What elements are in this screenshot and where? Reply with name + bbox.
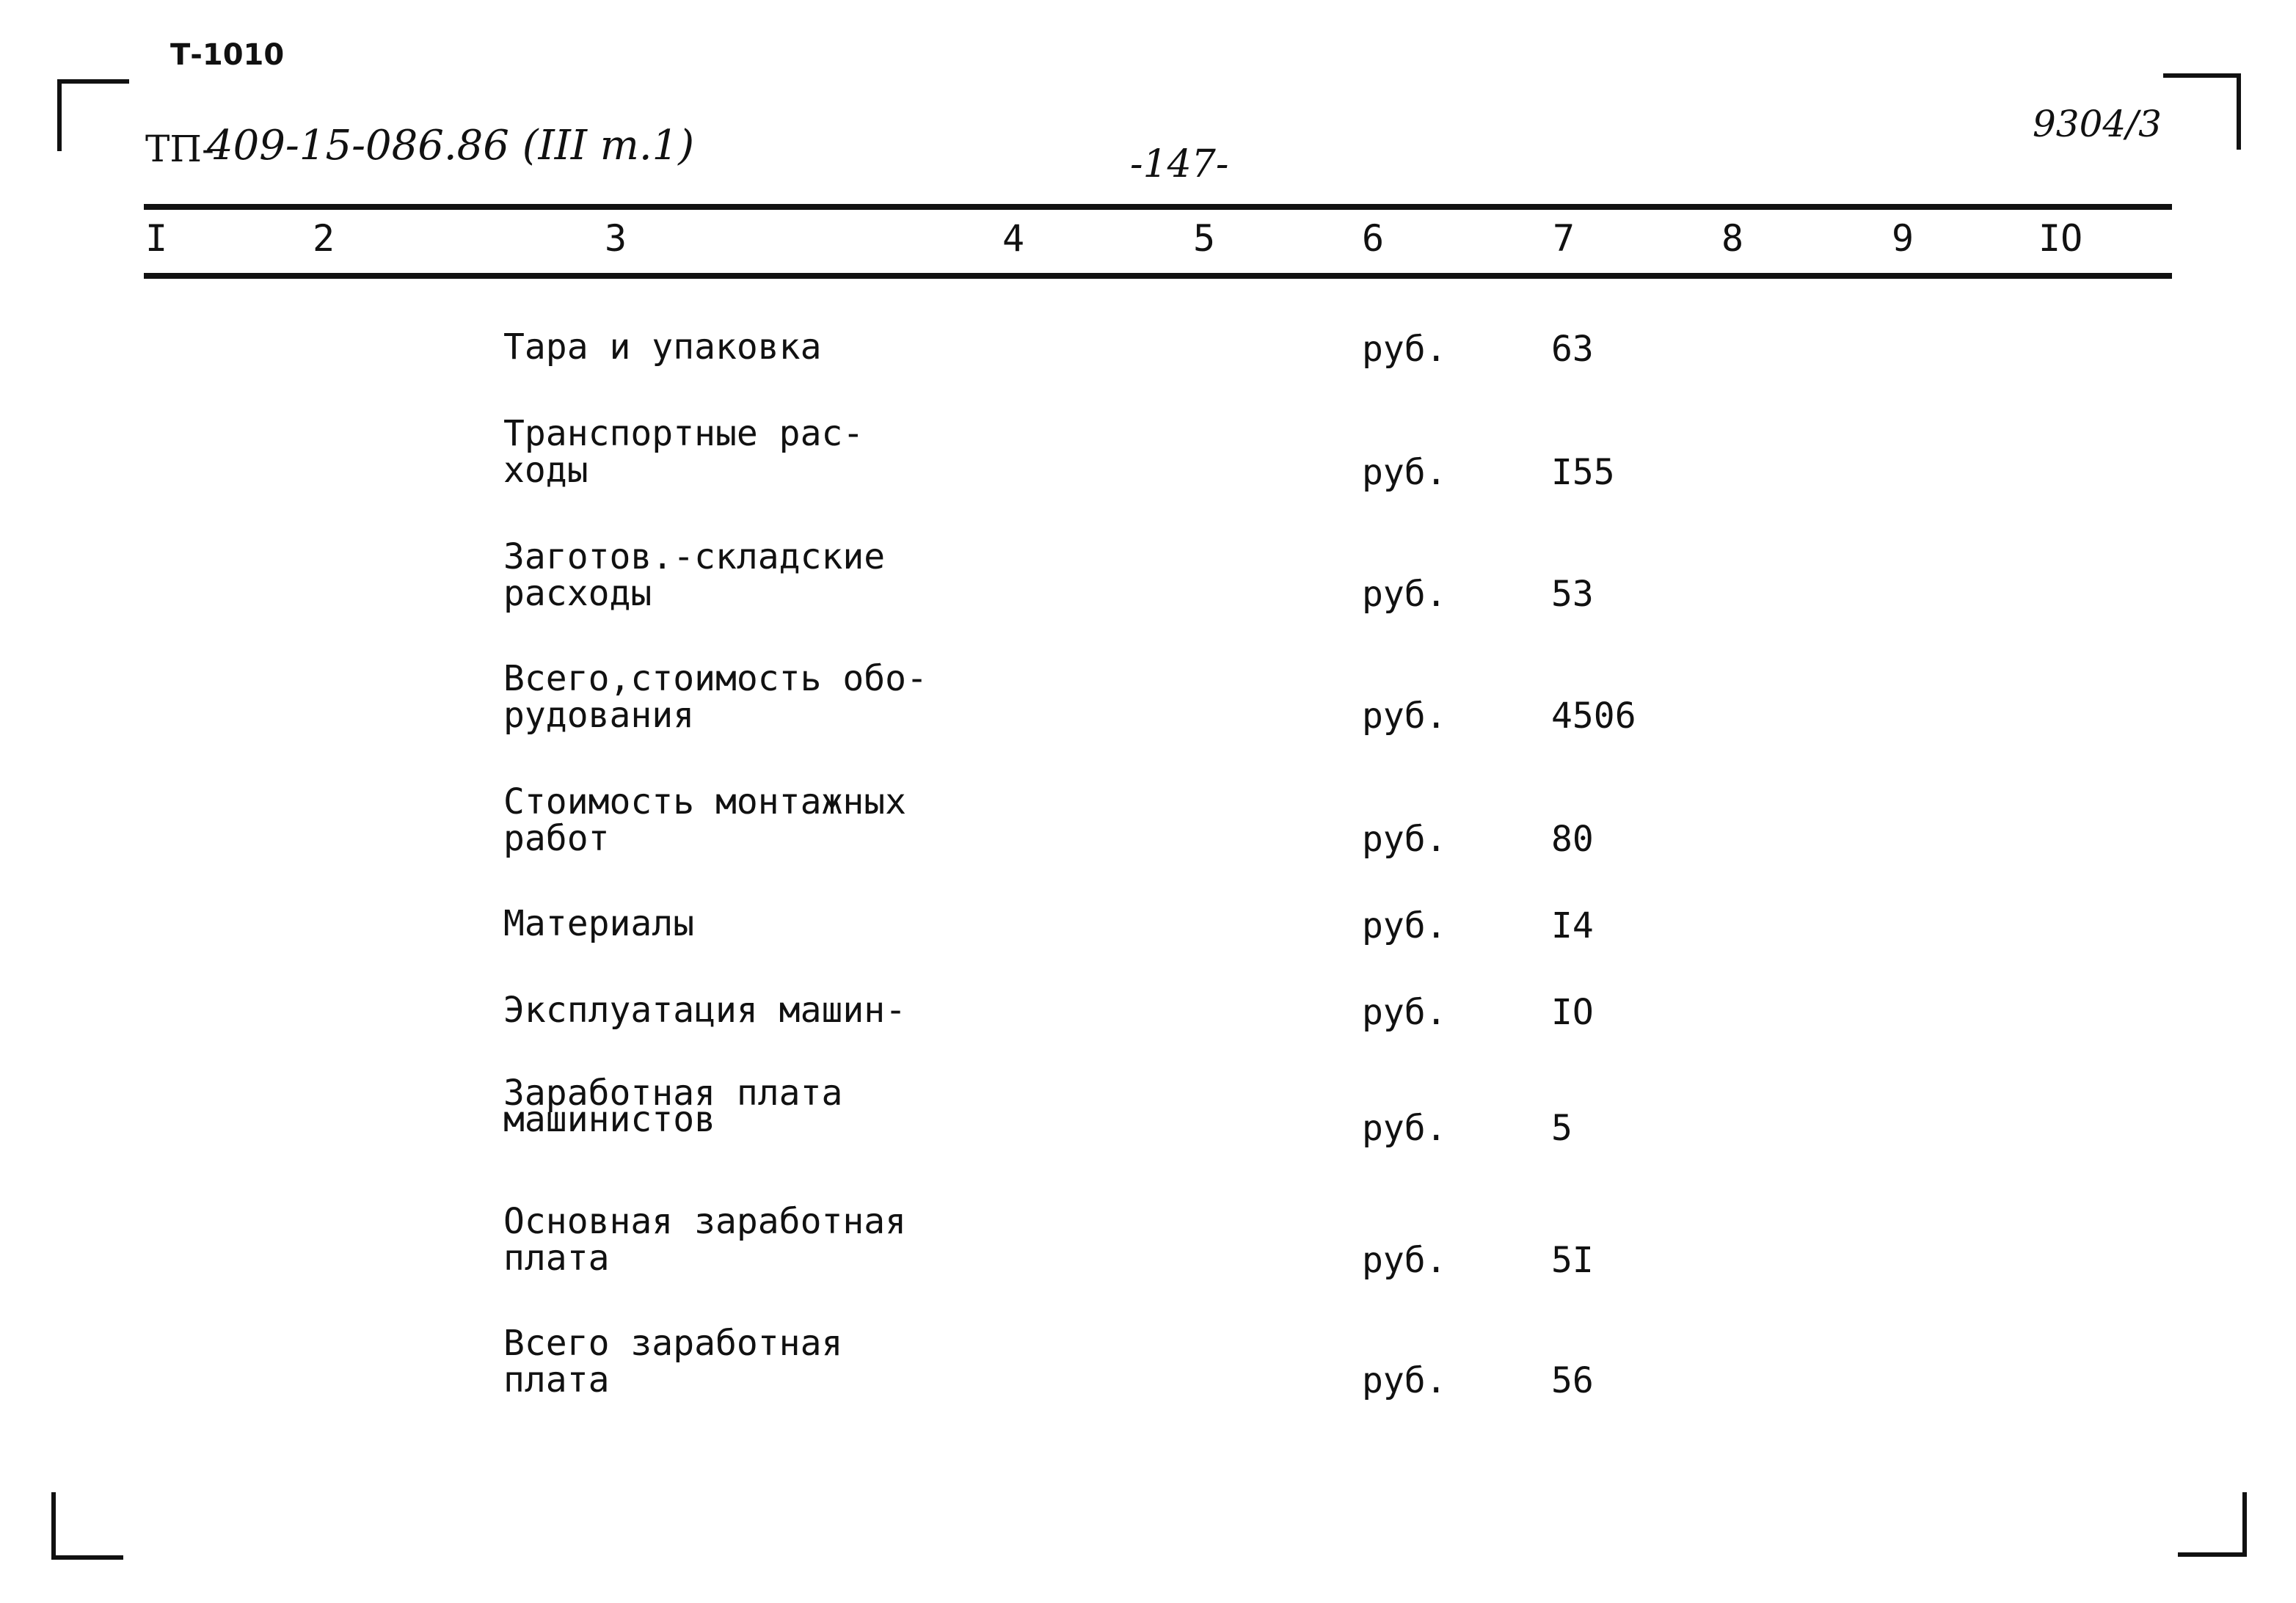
doc-number: 409-15-086.86 (III т.1) bbox=[207, 122, 695, 169]
item-unit: руб. bbox=[1362, 452, 1447, 493]
column-header-3: 3 bbox=[605, 217, 627, 260]
frame-corner-bottom-left bbox=[51, 1492, 56, 1560]
item-value: 56 bbox=[1551, 1360, 1594, 1401]
item-value: 80 bbox=[1551, 819, 1594, 860]
item-value: I4 bbox=[1551, 905, 1594, 946]
column-header-8: 8 bbox=[1721, 217, 1744, 260]
table-header-rule bbox=[144, 273, 2172, 279]
frame-corner-bottom-right bbox=[2178, 1552, 2247, 1557]
item-value: 53 bbox=[1551, 574, 1594, 615]
item-value: I55 bbox=[1551, 452, 1615, 493]
column-header-7: 7 bbox=[1553, 217, 1575, 260]
column-header-10: IO bbox=[2038, 217, 2083, 260]
item-name: Заработная плата машинистов bbox=[503, 1073, 843, 1140]
item-unit: руб. bbox=[1362, 1240, 1447, 1281]
column-header-1: I bbox=[145, 217, 168, 260]
item-unit: руб. bbox=[1362, 992, 1447, 1033]
frame-corner-top-left bbox=[57, 79, 62, 151]
frame-corner-top-right bbox=[2237, 73, 2241, 150]
frame-corner-bottom-left bbox=[51, 1555, 123, 1560]
frame-corner-top-left bbox=[57, 79, 129, 84]
item-unit: руб. bbox=[1362, 329, 1447, 370]
item-unit: руб. bbox=[1362, 574, 1447, 615]
page-number: -147- bbox=[1130, 142, 1229, 186]
item-value: 4506 bbox=[1551, 695, 1636, 737]
frame-corner-bottom-right bbox=[2242, 1492, 2247, 1557]
item-unit: руб. bbox=[1362, 695, 1447, 737]
series-code: Т-1010 bbox=[170, 38, 285, 72]
item-unit: руб. bbox=[1362, 1108, 1447, 1149]
doc-prefix: ТП- bbox=[145, 128, 214, 170]
item-name: Основная заработная плата bbox=[503, 1201, 907, 1279]
item-unit: руб. bbox=[1362, 905, 1447, 946]
item-unit: руб. bbox=[1362, 1360, 1447, 1401]
frame-corner-top-right bbox=[2163, 73, 2241, 78]
item-name: Эксплуатация машин- bbox=[503, 990, 907, 1031]
column-header-9: 9 bbox=[1892, 217, 1914, 260]
item-name: Тара и упаковка bbox=[503, 326, 822, 368]
item-value: 5 bbox=[1551, 1108, 1572, 1149]
inventory-number: 9304/3 bbox=[2033, 103, 2162, 145]
column-header-4: 4 bbox=[1002, 217, 1025, 260]
column-header-6: 6 bbox=[1362, 217, 1385, 260]
item-name: Транспортные рас- ходы bbox=[503, 413, 864, 491]
item-name: Всего заработная плата bbox=[503, 1323, 843, 1401]
item-name: Всего,стоимость обо- рудования bbox=[503, 658, 927, 736]
item-unit: руб. bbox=[1362, 819, 1447, 860]
column-header-2: 2 bbox=[313, 217, 335, 260]
item-name: Стоимость монтажных работ bbox=[503, 781, 907, 859]
item-value: IO bbox=[1551, 992, 1594, 1033]
table-top-rule bbox=[144, 204, 2172, 210]
item-value: 63 bbox=[1551, 329, 1594, 370]
column-header-5: 5 bbox=[1193, 217, 1216, 260]
item-value: 5I bbox=[1551, 1240, 1594, 1281]
item-name: Материалы bbox=[503, 903, 695, 944]
item-name: Заготов.-складские расходы bbox=[503, 536, 886, 614]
